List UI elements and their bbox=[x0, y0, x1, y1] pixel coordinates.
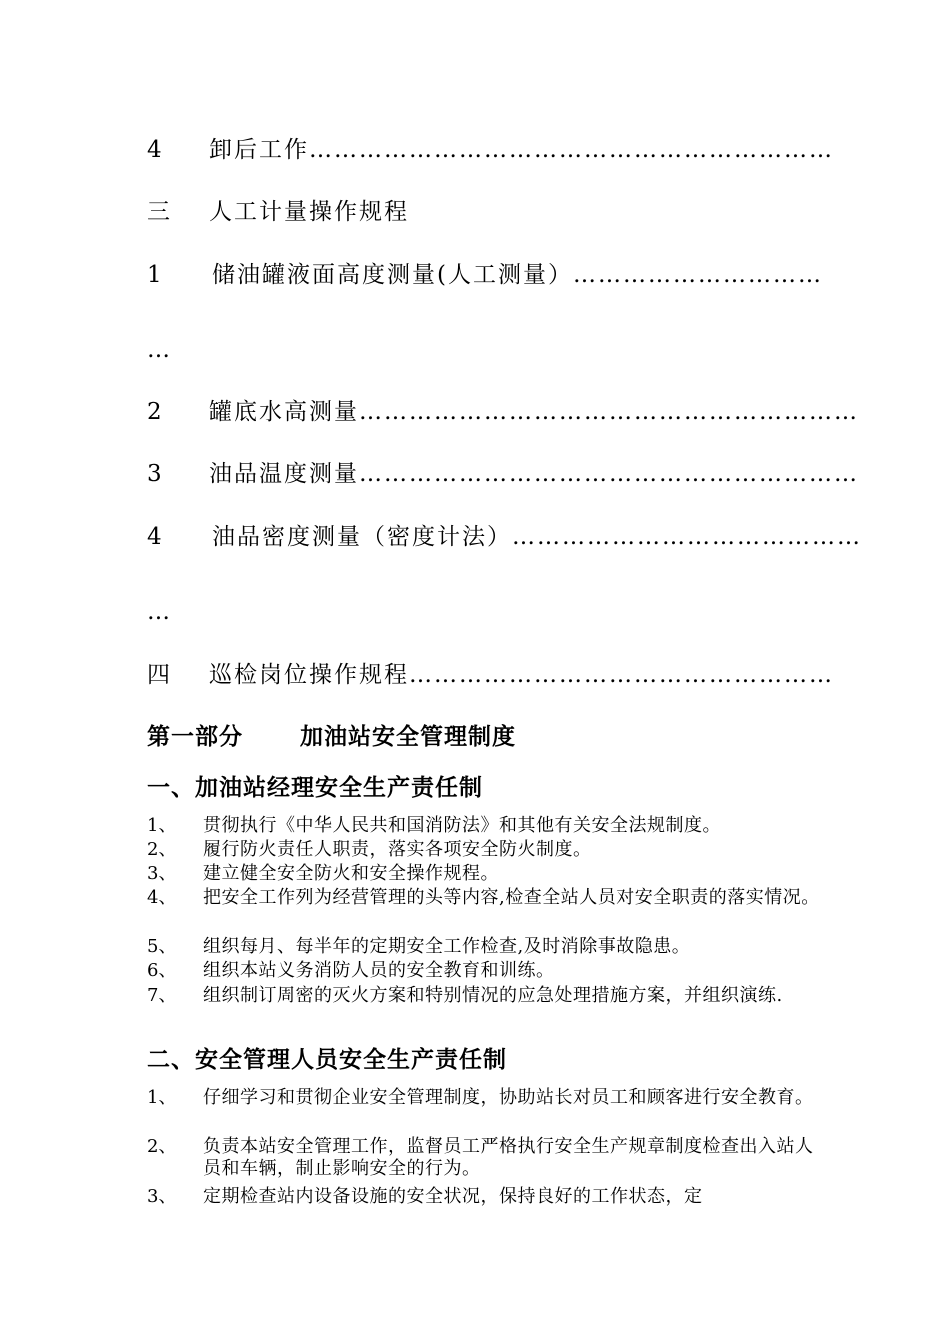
item-number: 7、 bbox=[147, 985, 177, 1006]
toc-number: 四 bbox=[147, 662, 172, 688]
item-text: 贯彻执行《中华人民共和国消防法》和其他有关安全法规制度。 bbox=[203, 815, 721, 836]
item-number: 2、 bbox=[147, 1136, 177, 1157]
item-number: 6、 bbox=[147, 960, 177, 981]
toc-number: 2 bbox=[147, 399, 164, 425]
toc-continuation: … bbox=[147, 599, 172, 625]
toc-number: 4 bbox=[147, 137, 164, 163]
toc-text: 巡检岗位操作规程…………………………………………… bbox=[209, 662, 834, 688]
toc-number: 三 bbox=[147, 199, 172, 225]
toc-text: 油品温度测量…………………………………………………… bbox=[209, 461, 859, 487]
toc-text: 储油罐液面高度测量(人工测量）………………………… bbox=[212, 262, 823, 288]
toc-number: 3 bbox=[147, 461, 164, 487]
item-text: 组织每月、每半年的定期安全工作检查,及时消除事故隐患。 bbox=[203, 936, 691, 957]
item-text: 仔细学习和贯彻企业安全管理制度，协助站长对员工和顾客进行安全教育。 bbox=[203, 1087, 814, 1108]
item-text: 负责本站安全管理工作，监督员工严格执行安全生产规章制度检查出入站人员和车辆，制止影响安全的行为。 bbox=[203, 1136, 814, 1179]
section-title: 一、加油站经理安全生产责任制 bbox=[147, 775, 483, 801]
item-text: 履行防火责任人职责，落实各项安全防火制度。 bbox=[203, 839, 592, 860]
part-title: 第一部分 加油站安全管理制度 bbox=[147, 724, 517, 750]
item-number: 1、 bbox=[147, 815, 177, 836]
item-text: 组织本站义务消防人员的安全教育和训练。 bbox=[203, 960, 555, 981]
item-text: 定期检查站内设备设施的安全状况，保持良好的工作状态，定 bbox=[203, 1186, 703, 1207]
toc-number: 1 bbox=[147, 262, 164, 288]
item-text: 建立健全安全防火和安全操作规程。 bbox=[203, 863, 499, 884]
item-number: 3、 bbox=[147, 1186, 177, 1207]
item-text: 把安全工作列为经营管理的头等内容,检查全站人员对安全职责的落实情况。 bbox=[203, 887, 820, 908]
toc-number: 4 bbox=[147, 524, 164, 550]
section-title: 二、安全管理人员安全生产责任制 bbox=[147, 1047, 507, 1073]
toc-text: 卸后工作……………………………………………………… bbox=[209, 137, 834, 163]
toc-text: 人工计量操作规程 bbox=[209, 199, 409, 225]
item-number: 4、 bbox=[147, 887, 177, 908]
item-text: 组织制订周密的灭火方案和特别情况的应急处理措施方案，并组织演练. bbox=[203, 985, 783, 1006]
toc-text: 罐底水高测量…………………………………………………… bbox=[209, 399, 859, 425]
toc-continuation: … bbox=[147, 337, 172, 363]
toc-text: 油品密度测量（密度计法）…………………………………… bbox=[212, 524, 862, 550]
item-number: 3、 bbox=[147, 863, 177, 884]
item-number: 2、 bbox=[147, 839, 177, 860]
item-number: 5、 bbox=[147, 936, 177, 957]
item-number: 1、 bbox=[147, 1087, 177, 1108]
